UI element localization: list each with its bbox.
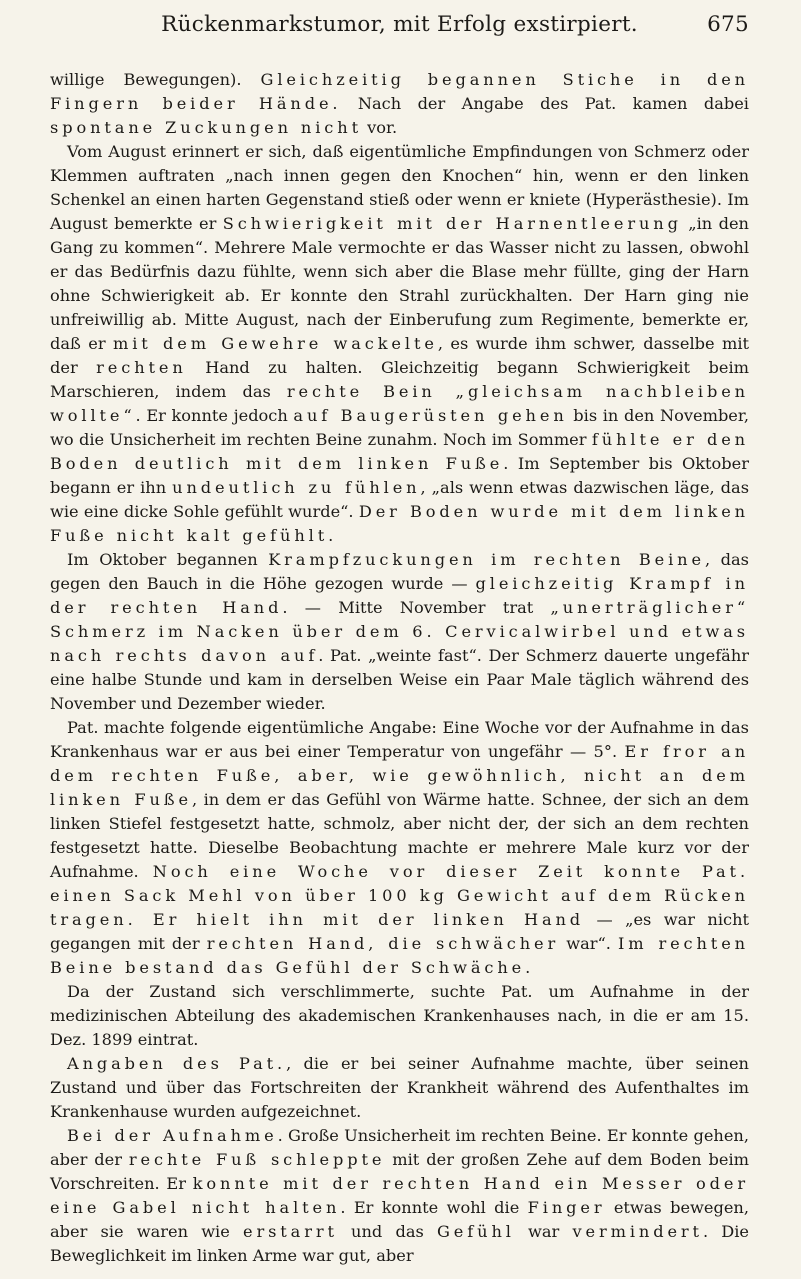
text-run: war“. <box>559 934 618 953</box>
page-number: 675 <box>707 12 749 37</box>
paragraph <box>50 980 749 1052</box>
emphasized-text: Krampfzuckungen im rechten Beine <box>268 550 705 569</box>
text-run: , die er bei seiner Aufnahme machte, über seinen Zustand und über das Fortschreiten der Krankheit während des Aufenthaltes im Krankenhause wurden aufgezeichnet. <box>50 1054 749 1121</box>
emphasized-text: fühlte er den Boden deutlich mit dem linken Fuße <box>50 430 749 473</box>
emphasized-text: Im rechten Beine bestand das Gefühl der Schwäche <box>50 934 749 977</box>
text-run: „in den Gang zu kommen“. Mehrere Male vermochte er das Wasser nicht zu lassen, obwohl er das Bedürfnis dazu fühlte, wenn sich aber die Blase mehr füllte, ging der Harn ohne Schwierigkeit ab. Er konnte den Strahl zurückhalten. Der Harn ging nie unfreiwillig ab. Mitte August, nach der Einberufung zum Regimente, bemerkte er, daß er <box>50 214 749 353</box>
running-title: Rückenmarkstumor, mit Erfolg exstirpiert. <box>161 12 638 37</box>
emphasized-text: konnte mit der rechten Hand ein Messer oder eine Gabel nicht halten <box>50 1174 749 1217</box>
emphasized-text: Bei der Aufnahme <box>67 1126 278 1145</box>
text-run: Vom August erinnert er sich, daß eigentümliche Empfindungen von Schmerz oder Klemmen auftraten „nach innen gegen den Knochen“ hin, wenn er den linken Schenkel an einen harten Gegenstand stieß oder wenn er kniete (Hyperästhesie). Im August bemerkte er <box>50 142 749 233</box>
emphasized-text: Gefühl <box>436 1222 515 1241</box>
text-run: — „es war nicht gegangen mit der <box>50 910 749 953</box>
paragraph <box>50 548 749 716</box>
text-run: , in dem er das Gefühl von Wärme hatte. Schnee, der sich an dem linken Stiefel festgesetzt hatte, schmolz, aber nicht der, der sich an dem rechten festgesetzt hatte. Dieselbe Beobachtung machte er mehrere Male kurz vor der Aufnahme. <box>50 790 749 881</box>
text-run: . — Mitte November trat <box>282 598 551 617</box>
emphasized-text: rechte Fuß schleppte <box>128 1150 386 1169</box>
body-text <box>50 68 749 1268</box>
text-run: . Große Unsicherheit im rechten Beine. Er konnte gehen, aber der <box>50 1126 749 1169</box>
text-run: Im Oktober begannen <box>67 550 269 569</box>
emphasized-text: spontane Zuckungen nicht <box>50 118 362 137</box>
emphasized-text: Angaben des Pat. <box>67 1054 287 1073</box>
emphasized-text: gleichzeitig Krampf in der rechten Hand <box>50 574 749 617</box>
emphasized-text: erstarrt <box>243 1222 338 1241</box>
paragraph <box>50 68 749 140</box>
text-run: . <box>525 958 531 977</box>
text-run: und das <box>337 1222 437 1241</box>
emphasized-text: undeutlich zu fühlen <box>172 478 421 497</box>
text-run: etwas bewegen, aber sie waren wie <box>50 1198 749 1241</box>
text-run: Nach der Angabe des Pat. kamen dabei <box>341 94 749 113</box>
emphasized-text: rechte Bein „gleichsam nachbleiben wollte“ <box>50 382 749 425</box>
text-run: . <box>328 526 334 545</box>
emphasized-text: vermindert <box>572 1222 703 1241</box>
emphasized-text: auf Baugerüsten gehen <box>293 406 568 425</box>
emphasized-text: Noch eine Woche vor dieser Zeit konnte Pat. einen Sack Mehl von über 100 kg Gewicht auf dem Rücken tragen. Er hielt ihn mit der linken Hand <box>50 862 749 929</box>
text-run: Hand zu halten. Gleichzeitig begann Schwierigkeit beim Marschieren, indem das <box>50 358 749 401</box>
paragraph <box>50 1124 749 1268</box>
emphasized-text: Finger <box>527 1198 606 1217</box>
text-run: . Im September bis Oktober begann er ihn <box>50 454 749 497</box>
emphasized-text: Er fror an dem rechten Fuße, aber, wie gewöhnlich, nicht an dem linken Fuße <box>50 742 750 809</box>
text-run: , „als wenn etwas dazwischen läge, das wie eine dicke Sohle gefühlt wurde“. <box>50 478 749 521</box>
paragraph <box>50 140 749 548</box>
emphasized-text: mit dem Gewehre wackelte <box>113 334 438 353</box>
text-run: . Er konnte jedoch <box>135 406 294 425</box>
text-run: bis in den November, wo die Unsicherheit im rechten Beine zunahm. Noch im Sommer <box>50 406 749 449</box>
paragraph <box>50 1052 749 1124</box>
text-run: . Die Beweglichkeit im linken Arme war gut, aber <box>50 1222 750 1265</box>
text-run: . Er konnte wohl die <box>340 1198 528 1217</box>
text-run: , das gegen den Bauch in die Höhe gezogen wurde — <box>50 550 749 593</box>
emphasized-text: „unerträglicher“ Schmerz im Nacken über dem 6. Cervicalwirbel und etwas nach rechts davon auf <box>50 598 749 665</box>
running-header <box>50 12 749 42</box>
emphasized-text: Gleichzeitig begannen Stiche in den Fingern beider Hände. <box>50 70 749 113</box>
emphasized-text: rechten Hand, die schwächer <box>206 934 560 953</box>
text-run: vor. <box>361 118 398 137</box>
text-run: war <box>514 1222 573 1241</box>
emphasized-text: rechten <box>96 358 187 377</box>
text-run: mit der großen Zehe auf dem Boden beim Vorschreiten. Er <box>50 1150 749 1193</box>
text-run: Da der Zustand sich verschlimmerte, suchte Pat. um Aufnahme in der medizinischen Abteilung des akademischen Krankenhauses nach, in die er am 15. Dez. 1899 eintrat. <box>50 982 749 1049</box>
emphasized-text: Der Boden wurde mit dem linken Fuße nicht kalt gefühlt <box>50 502 749 545</box>
paragraph <box>50 716 749 980</box>
text-run: , es wurde ihm schwer, dasselbe mit der <box>50 334 750 377</box>
text-run: willige Bewegungen). <box>50 70 261 89</box>
emphasized-text: Schwierigkeit mit der Harnentleerung <box>222 214 682 233</box>
text-run: Pat. machte folgende eigentümliche Angabe: Eine Woche vor der Aufnahme in das Krankenhaus war er aus bei einer Temperatur von ungefähr — 5°. <box>50 718 749 761</box>
text-run: . Pat. „weinte fast“. Der Schmerz dauerte ungefähr eine halbe Stunde und kam in derselben Weise ein Paar Male täglich während des November und Dezember wieder. <box>50 646 749 713</box>
